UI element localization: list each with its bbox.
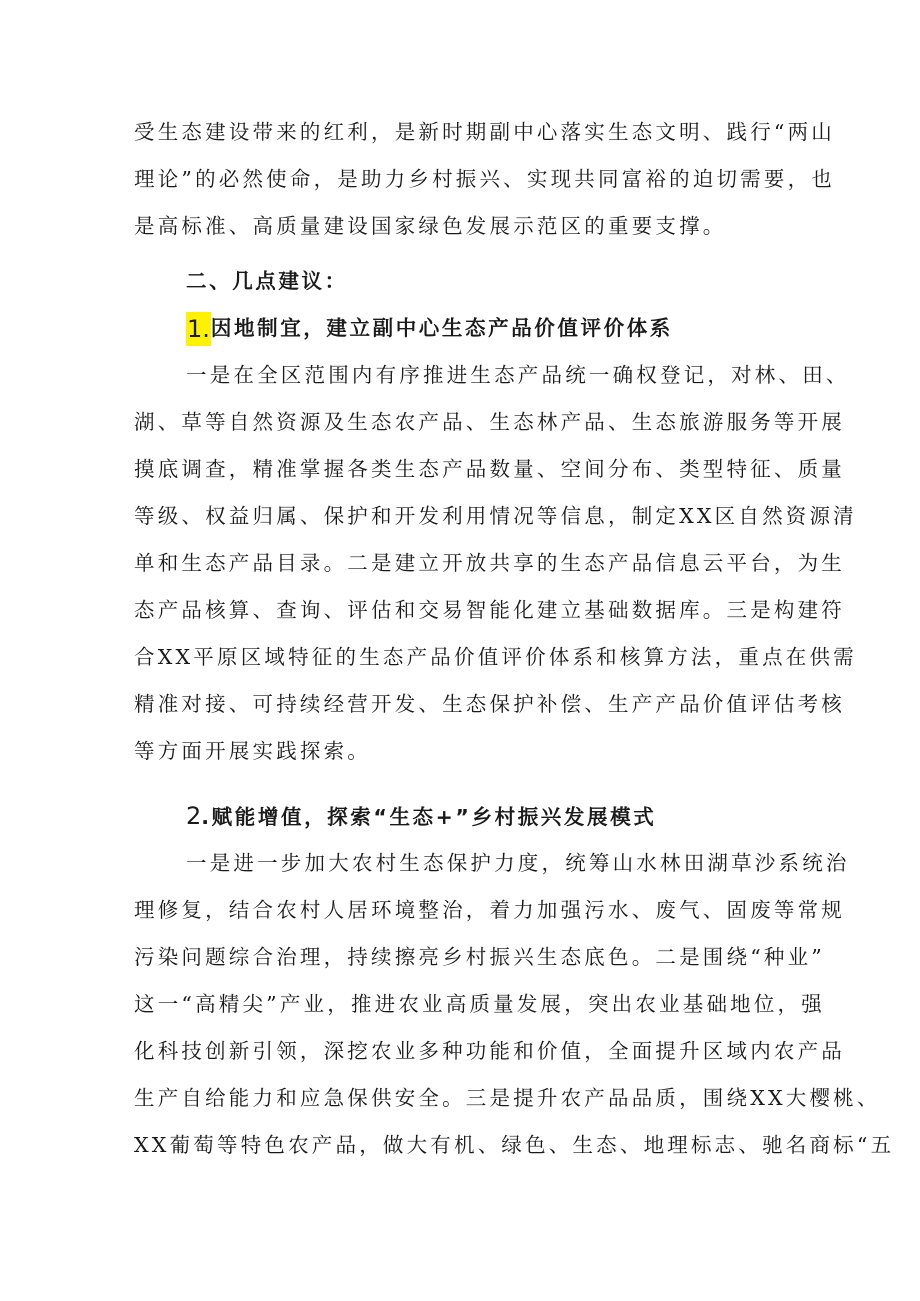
paragraph-line: 一是在全区范围内有序推进生态产品统一确权登记，对林、田、: [186, 363, 850, 387]
section-heading: 二、几点建议：: [186, 269, 348, 293]
paragraph-line: 生产自给能力和应急保供安全。三是提升农产品品质，围绕XX大樱桃、: [134, 1086, 881, 1110]
item2-heading: [134, 793, 794, 840]
paragraph-line: 摸底调查，精准掌握各类生态产品数量、空间分布、类型特征、质量: [134, 457, 845, 481]
paragraph-line: 等方面开展实践探索。: [134, 739, 371, 763]
paragraph-line: 理论”的必然使命，是助力乡村振兴、实现共同富裕的迫切需要，也: [134, 167, 835, 191]
paragraph-line: 湖、草等自然资源及生态农产品、生态林产品、生态旅游服务等开展: [134, 410, 845, 434]
paragraph-line: 这一“高精尖”产业，推进农业高质量发展，突出农业基础地位，强: [134, 992, 825, 1016]
item2-title: .赋能增值，探索“生态+”乡村振兴发展模式: [201, 805, 657, 829]
document-body: [134, 109, 895, 1169]
item1-heading: [134, 305, 794, 352]
paragraph-line: 精准对接、可持续经营开发、生态保护补偿、生产产品价值评估考核: [134, 692, 845, 716]
item1-number: 1.: [186, 312, 211, 346]
paragraph-line: 一是进一步加大农村生态保护力度，统筹山水林田湖草沙系统治: [186, 851, 850, 875]
paragraph-line: 合XX平原区域特征的生态产品价值评价体系和核算方法，重点在供需: [134, 645, 857, 669]
paragraph-line: 受生态建设带来的红利，是新时期副中心落实生态文明、践行“两山: [134, 120, 835, 144]
paragraph-line: 理修复，结合农村人居环境整治，着力加强污水、废气、固废等常规: [134, 898, 845, 922]
paragraph-line: 等级、权益归属、保护和开发利用情况等信息，制定XX区自然资源清: [134, 504, 857, 528]
paragraph-line: 单和生态产品目录。二是建立开放共享的生态产品信息云平台，为生: [134, 551, 845, 575]
paragraph-line: XX葡萄等特色农产品，做大有机、绿色、生态、地理标志、驰名商标“五: [134, 1133, 895, 1157]
paragraph-line: 是高标准、高质量建设国家绿色发展示范区的重要支撑。: [134, 214, 727, 238]
paragraph-line: 污染问题综合治理，持续擦亮乡村振兴生态底色。二是围绕“种业”: [134, 945, 825, 969]
item2-number: 2: [186, 802, 202, 830]
paragraph-line: 态产品核算、查询、评估和交易智能化建立基础数据库。三是构建符: [134, 598, 845, 622]
item1-title: 因地制宜，建立副中心生态产品价值评价体系: [210, 316, 673, 340]
paragraph-line: 化科技创新引领，深挖农业多种功能和价值，全面提升区域内农产品: [134, 1039, 845, 1063]
